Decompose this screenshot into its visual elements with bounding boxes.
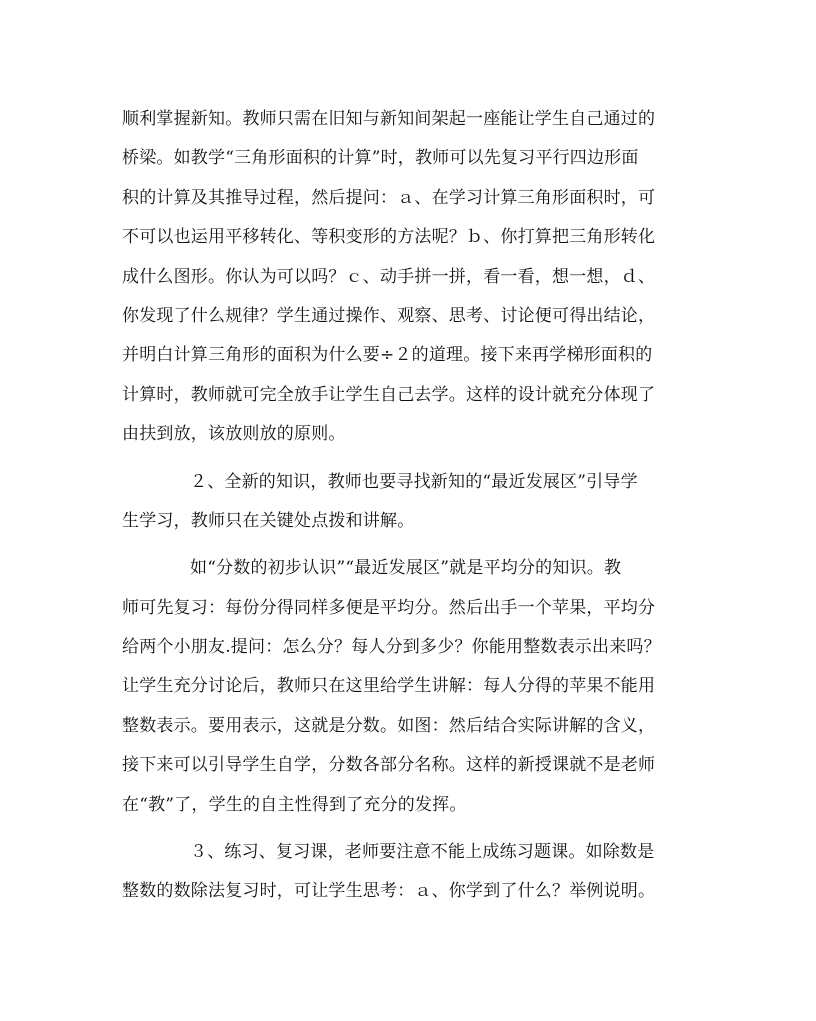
paragraph-4 — [122, 833, 700, 912]
paragraph-1 — [122, 100, 700, 455]
paragraph-gap — [122, 455, 700, 463]
paragraph-line: 在“教”了，学生的自主性得到了充分的发挥。 — [122, 794, 467, 815]
paragraph-line: 顺利掌握新知。教师只需在旧知与新知间架起一座能让学生自己通过的 — [122, 109, 656, 129]
paragraph-line: 生学习，教师只在关键处点拨和讲解。 — [122, 510, 415, 531]
paragraph-line: 桥梁。如教学“三角形面积的计算”时，教师可以先复习平行四边形面 — [122, 148, 639, 169]
paragraph-line: 给两个小朋友.提问：怎么分？每人分到多少？你能用整数表示出来吗？ — [122, 637, 661, 658]
paragraph-line: 你发现了什么规律？学生通过操作、观察、思考、讨论便可得出结论， — [122, 305, 656, 326]
paragraph-line: 由扶到放，该放则放的原则。 — [122, 424, 346, 445]
paragraph-line: ２、全新的知识，教师也要寻找新知的“最近发展区”引导学 — [190, 471, 638, 492]
paragraph-line: 整数的数除法复习时，可让学生思考：ａ、你学到了什么？举例说明。 — [122, 881, 656, 902]
paragraph-3 — [122, 549, 700, 825]
paragraph-line: 如“分数的初步认识”“最近发展区”就是平均分的知识。教 — [190, 558, 622, 579]
paragraph-line: 师可先复习：每份分得同样多便是平均分。然后出手一个苹果，平均分 — [122, 597, 656, 618]
paragraph-line: ３、练习、复习课，老师要注意不能上成练习题课。如除数是 — [190, 842, 655, 863]
paragraph-line: 并明白计算三角形的面积为什么要÷２的道理。接下来再学梯形面积的 — [122, 345, 653, 366]
paragraph-line: 计算时，教师就可完全放手让学生自己去学。这样的设计就充分体现了 — [122, 384, 656, 405]
paragraph-line: 接下来可以引导学生自学，分数各部分名称。这样的新授课就不是老师 — [122, 755, 656, 776]
paragraph-line: 整数表示。要用表示，这就是分数。如图：然后结合实际讲解的含义， — [122, 715, 656, 736]
paragraph-line: 成什么图形。你认为可以吗？ｃ、动手拼一拼，看一看，想一想，ｄ、 — [122, 266, 656, 287]
paragraph-gap — [122, 825, 700, 833]
document-body — [122, 100, 700, 912]
paragraph-line: 不可以也运用平移转化、等积变形的方法呢？ｂ、你打算把三角形转化 — [122, 227, 656, 248]
paragraph-line: 让学生充分讨论后，教师只在这里给学生讲解：每人分得的苹果不能用 — [122, 676, 656, 697]
paragraph-2 — [122, 463, 700, 542]
paragraph-line: 积的计算及其推导过程，然后提问：ａ、在学习计算三角形面积时，可 — [122, 187, 656, 208]
paragraph-gap — [122, 541, 700, 549]
